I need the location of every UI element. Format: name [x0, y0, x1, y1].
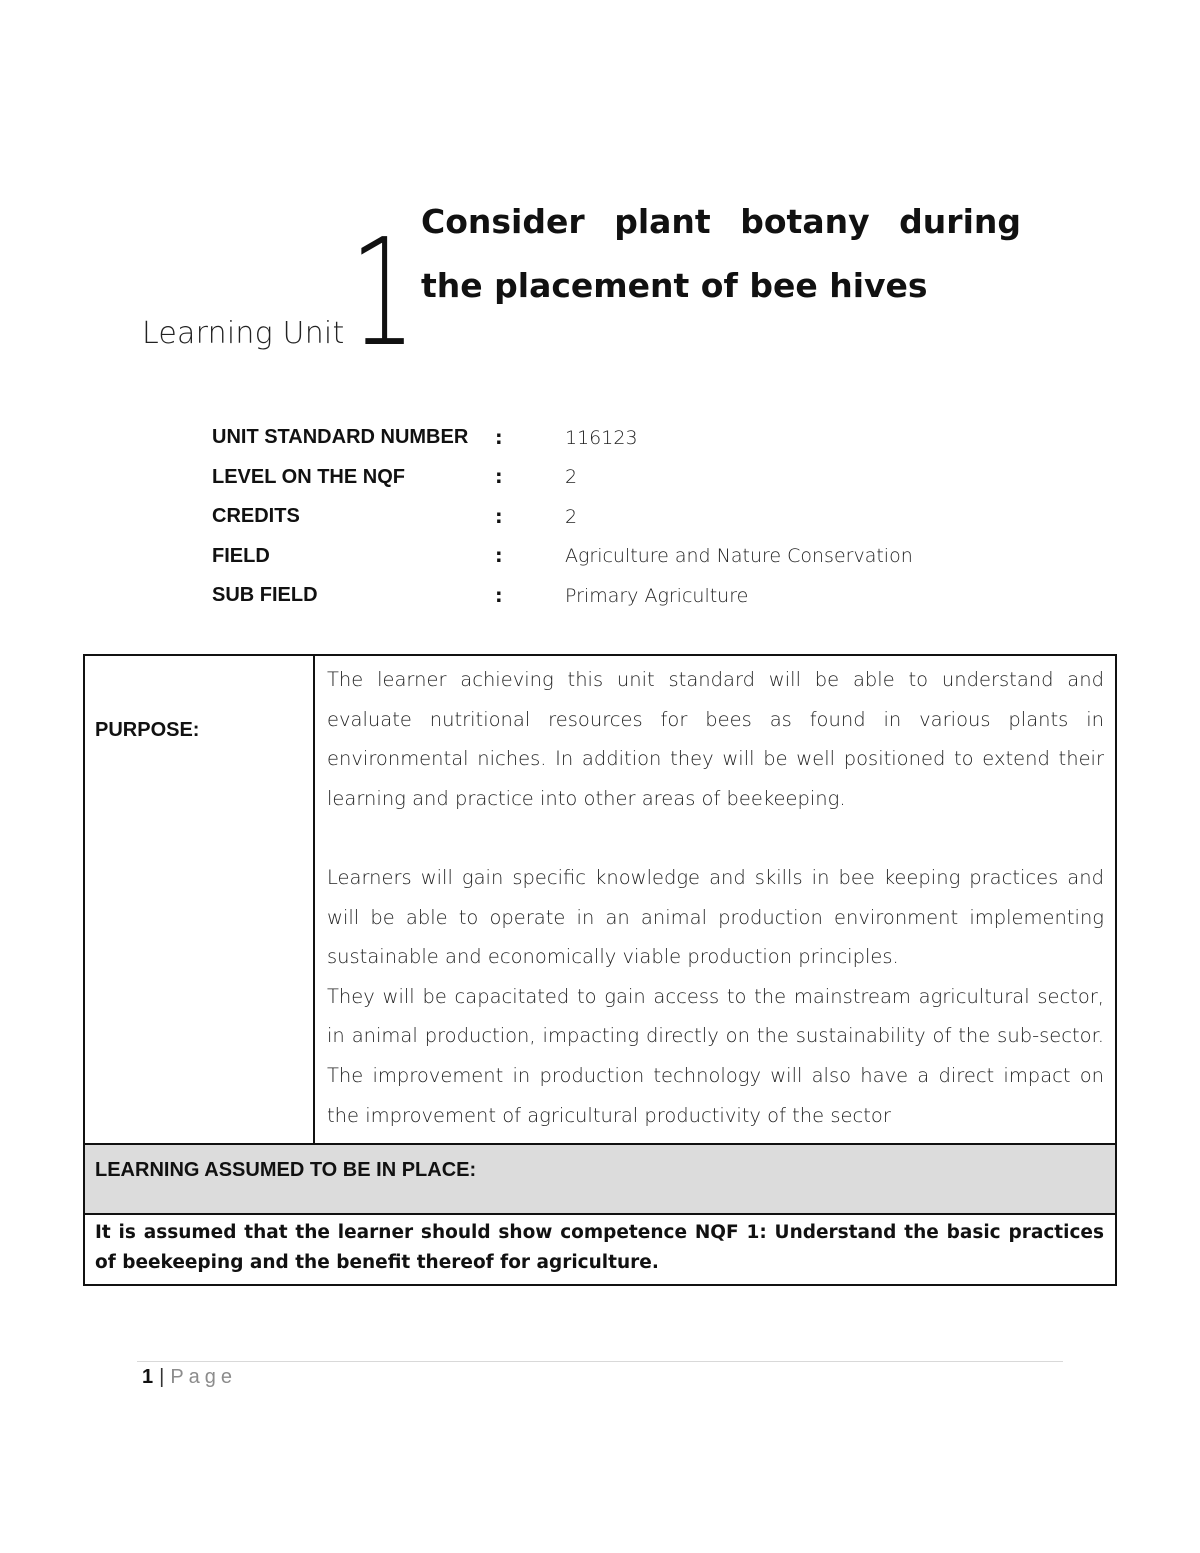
- meta-row-credits: [212, 497, 913, 537]
- meta-row-sub-field: [212, 576, 913, 616]
- meta-value: 116123: [565, 426, 638, 449]
- meta-value: Primary Agriculture: [565, 584, 749, 607]
- meta-key: LEVEL ON THE NQF: [212, 465, 405, 488]
- footer-separator: |: [159, 1366, 165, 1388]
- purpose-row: [84, 655, 1116, 1144]
- purpose-label: PURPOSE:: [84, 655, 314, 1144]
- learning-assumed-body-row: [84, 1214, 1116, 1285]
- meta-row-field: [212, 537, 913, 577]
- meta-colon: :: [495, 545, 503, 568]
- meta-key: UNIT STANDARD NUMBER: [212, 426, 469, 449]
- meta-key: SUB FIELD: [212, 584, 318, 607]
- learning-unit-label: Learning Unit: [142, 316, 345, 351]
- footer-divider: [137, 1361, 1063, 1362]
- page-title: Consider plant botany during the placement of bee hives: [421, 202, 1021, 305]
- purpose-text: [314, 655, 1116, 1144]
- meta-value: 2: [565, 505, 578, 528]
- purpose-paragraph-3: They will be capacitated to gain access to the mainstream agricultural sector, in animal production, impacting directly on the sustainability of the sub-sector. The improvement in production technology will also have a direct impact on the improvement of agricultural productivity of the sector: [327, 984, 1104, 1127]
- meta-value: 2: [565, 466, 578, 489]
- meta-colon: :: [495, 505, 503, 528]
- meta-key: CREDITS: [212, 505, 300, 528]
- meta-colon: :: [495, 584, 503, 607]
- meta-colon: :: [495, 426, 503, 449]
- purpose-paragraph-2: Learners will gain specific knowledge and skills in bee keeping practices and will be able to operate in an animal production environment implementing sustainable and economically viable production principles.: [327, 865, 1104, 969]
- unit-standard-details: [212, 418, 913, 616]
- learning-unit-number: 1: [350, 207, 416, 379]
- page-number: 1: [142, 1366, 154, 1388]
- meta-key: FIELD: [212, 544, 270, 567]
- meta-row-unit-standard-number: [212, 418, 913, 458]
- meta-colon: :: [495, 466, 503, 489]
- learning-assumed-text: It is assumed that the learner should show competence NQF 1: Understand the basic practices of beekeeping and the benefit thereof for agriculture.: [95, 1222, 1104, 1274]
- learning-assumed-heading-row: [84, 1144, 1116, 1214]
- purpose-table: [83, 654, 1117, 1286]
- meta-value: Agriculture and Nature Conservation: [565, 545, 913, 568]
- meta-row-level-on-nqf: [212, 458, 913, 498]
- page-label: Page: [170, 1366, 238, 1388]
- page-footer: [142, 1366, 237, 1389]
- learning-assumed-heading: LEARNING ASSUMED TO BE IN PLACE:: [84, 1144, 1116, 1214]
- purpose-paragraph-1: The learner achieving this unit standard will be able to understand and evaluate nutritional resources for bees as found in various plants in environmental niches. In addition they will be well positioned to extend their learning and practice into other areas of beekeeping.: [327, 668, 1104, 810]
